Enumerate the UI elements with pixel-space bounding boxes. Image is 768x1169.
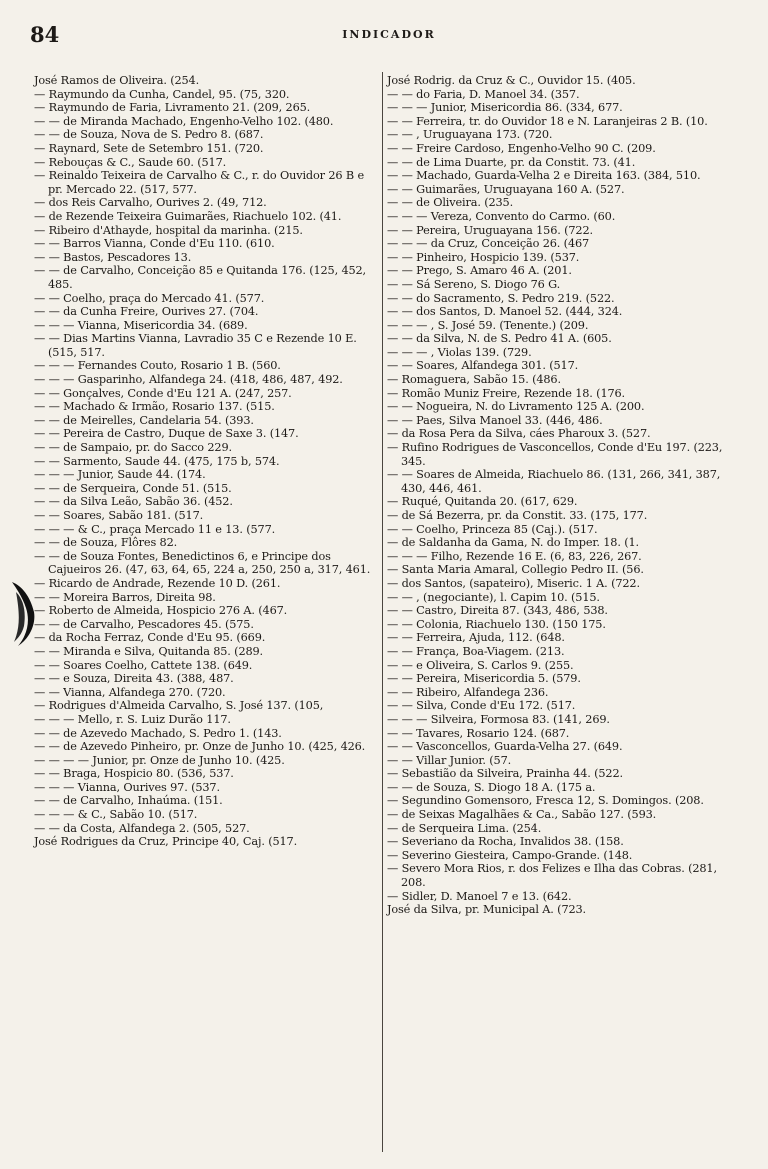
directory-entry: — — Castro, Direita 87. (343, 486, 538. [387, 604, 608, 618]
directory-entry: — Santa Maria Amaral, Collegio Pedro II. (56. [387, 563, 644, 577]
directory-entry: — — Ferreira, tr. do Ouvidor 18 e N. Laranjeiras 2 B. (10. [387, 114, 708, 128]
directory-entry: — Severiano da Rocha, Invalidos 38. (158. [387, 835, 624, 849]
directory-entry: — — — — Junior, pr. Onze de Junho 10. (425. [34, 753, 285, 767]
directory-entry: — — Pereira, Uruguayana 156. (722. [387, 223, 593, 237]
directory-entry: — — da Silva, N. de S. Pedro 41 A. (605. [387, 332, 612, 346]
directory-entry: — — de Carvalho, Conceição 85 e Quitanda 176. (125, 452, 485. [34, 264, 367, 291]
directory-entry: — — — Vianna, Ourives 97. (537. [34, 780, 220, 794]
directory-entry: — — Villar Junior. (57. [387, 753, 512, 767]
directory-entry: — — — & C., Sabão 10. (517. [34, 808, 198, 822]
directory-entry: — — do Faria, D. Manoel 34. (357. [387, 87, 580, 101]
directory-entry: — — — , Violas 139. (729. [387, 345, 532, 359]
directory-entry: — — — da Cruz, Conceição 26. (467 [387, 237, 590, 251]
directory-entry: — Ricardo de Andrade, Rezende 10 D. (261. [34, 576, 281, 590]
directory-entry: — — — & C., praça Mercado 11 e 13. (577. [34, 522, 276, 536]
directory-entry: — Severo Mora Rios, r. dos Felizes e Ilha das Cobras. (281, 208. [387, 862, 717, 890]
directory-entry: — Raymundo da Cunha, Candel, 95. (75, 320. [34, 87, 290, 101]
directory-entry: — — Paes, Silva Manoel 33. (446, 486. [387, 413, 603, 427]
directory-entry: — — — Vianna, Misericordia 34. (689. [34, 318, 248, 332]
directory-entry: — — — Vereza, Convento do Carmo. (60. [387, 209, 616, 223]
directory-entry: — Rufino Rodrigues de Vasconcellos, Conde d'Eu 197. (223, 345. [387, 441, 723, 468]
directory-entry: José Rodrigues da Cruz, Principe 40, Caj. (517. [34, 835, 298, 849]
directory-entry: — — — Mello, r. S. Luiz Durão 117. [34, 712, 231, 726]
directory-entry: — — Miranda e Silva, Quitanda 85. (289. [34, 644, 263, 658]
directory-entry: — — de Carvalho, Inhaúma. (151. [34, 794, 223, 808]
directory-entry: — — Coelho, Princeza 85 (Caj.). (517. [387, 522, 598, 536]
directory-entry: — — Sarmento, Saude 44. (475, 175 b, 574. [34, 454, 280, 468]
directory-entry: — Sebastião da Silveira, Prainha 44. (522. [387, 767, 623, 781]
directory-entry: — — Soares, Sabão 181. (517. [34, 509, 204, 522]
directory-entry: — — da Cunha Freire, Ourives 27. (704. [34, 305, 259, 319]
directory-entry: — — Vianna, Alfandega 270. (720. [34, 685, 226, 699]
left-column [34, 74, 378, 849]
directory-entry: — — Colonia, Riachuelo 130. (150 175. [387, 617, 606, 631]
directory-entry: — — de Azevedo Machado, S. Pedro 1. (143. [34, 726, 282, 740]
directory-entry: — — Sá Sereno, S. Diogo 76 G. [387, 277, 561, 291]
directory-entry: — — da Silva Leão, Sabão 36. (452. [34, 495, 233, 509]
directory-entry: — — Ferreira, Ajuda, 112. (648. [387, 631, 565, 645]
ink-smudge-mark [8, 576, 46, 650]
directory-entry: — Roberto de Almeida, Hospicio 276 A. (467. [34, 604, 288, 618]
directory-entry: — — de Azevedo Pinheiro, pr. Onze de Junho 10. (425, 426. [34, 740, 366, 754]
directory-entry: — — de Serqueira, Conde 51. (515. [34, 481, 232, 495]
directory-entry: — Raymundo de Faria, Livramento 21. (209, 265. [34, 101, 311, 115]
directory-entry: — — — , S. José 59. (Tenente.) (209. [387, 318, 589, 332]
directory-entry: — — Vasconcellos, Guarda-Velha 27. (649. [387, 740, 623, 754]
directory-entry: — — Nogueira, N. do Livramento 125 A. (200. [387, 400, 645, 414]
directory-entry: — — de Souza, Flôres 82. [34, 536, 178, 550]
directory-entry: — — Moreira Barros, Direita 98. [34, 590, 216, 604]
directory-entry: — — — Filho, Rezende 16 E. (6, 83, 226, 267. [387, 549, 642, 563]
page-title: INDICADOR [342, 28, 436, 41]
directory-entry: — — Coelho, praça do Mercado 41. (577. [34, 291, 265, 305]
directory-entry: — — Pereira de Castro, Duque de Saxe 3. (147. [34, 427, 299, 441]
directory-entry: — — de Souza, S. Diogo 18 A. (175 a. [387, 780, 596, 794]
directory-entry: — Ruqué, Quitanda 20. (617, 629. [387, 495, 578, 509]
directory-entry: José da Silva, pr. Municipal A. (723. [387, 903, 586, 917]
directory-entry: — Raynard, Sete de Setembro 151. (720. [34, 141, 264, 155]
directory-entry: — — de Souza Fontes, Benedictinos 6, e Principe dos Cajueiros 26. (47, 63, 64, 65, 224 a, 250, 250 a, 317, 461. [34, 549, 371, 577]
directory-entry: — — — Fernandes Couto, Rosario 1 B. (560. [34, 359, 281, 373]
directory-entry: — — Braga, Hospicio 80. (536, 537. [34, 767, 234, 781]
directory-entry: — — Freire Cardoso, Engenho-Velho 90 C. (209. [387, 141, 656, 155]
directory-entry: — — de Oliveira. (235. [387, 196, 514, 210]
directory-entry: — — Barros Vianna, Conde d'Eu 110. (610. [34, 237, 275, 251]
directory-entry: — — dos Santos, D. Manoel 52. (444, 324. [387, 305, 623, 319]
directory-entry: — Segundino Gomensoro, Fresca 12, S. Domingos. (208. [387, 794, 704, 808]
page-number: 84 [30, 22, 60, 47]
directory-entry: — — de Souza, Nova de S. Pedro 8. (687. [34, 128, 264, 142]
directory-entry: — — — Junior, Misericordia 86. (334, 677. [387, 101, 623, 115]
directory-entry: — — , (negociante), l. Capim 10. (515. [387, 590, 600, 604]
directory-entry: — — Dias Martins Vianna, Lavradio 35 C e Rezende 10 E. (515, 517. [34, 332, 357, 359]
directory-entry: — — Prego, S. Amaro 46 A. (201. [387, 264, 572, 278]
directory-entry: — Romaguera, Sabão 15. (486. [387, 373, 561, 387]
directory-entry: — — Ribeiro, Alfandega 236. [387, 685, 549, 699]
directory-entry: — Rodrigues d'Almeida Carvalho, S. José 137. (105, [34, 699, 324, 713]
directory-entry: — de Seixas Magalhães & Ca., Sabão 127. (593. [387, 808, 657, 822]
directory-entry: — — de Lima Duarte, pr. da Constit. 73. (41. [387, 155, 636, 169]
directory-entry: — — Pinheiro, Hospicio 139. (537. [387, 250, 580, 264]
directory-entry: — Reinaldo Teixeira de Carvalho & C., r. do Ouvidor 26 B e pr. Mercado 22. (517, 577. [34, 169, 365, 196]
directory-entry: — — Machado, Guarda-Velha 2 e Direita 163. (384, 510. [387, 169, 701, 183]
directory-entry: — de Serqueira Lima. (254. [387, 821, 542, 835]
directory-entry: — — Guimarães, Uruguayana 160 A. (527. [387, 182, 625, 196]
directory-entry: — de Rezende Teixeira Guimarães, Riachuelo 102. (41. [34, 209, 342, 223]
directory-entry: — — — Gasparinho, Alfandega 24. (418, 486, 487, 492. [34, 373, 343, 387]
page-header [30, 22, 748, 52]
directory-entry: — Romão Muniz Freire, Rezende 18. (176. [387, 386, 625, 400]
directory-entry: — — de Sampaio, pr. do Sacco 229. [34, 441, 232, 455]
directory-entry: — — de Miranda Machado, Engenho-Velho 102. (480. [34, 114, 334, 128]
directory-entry: — — Soares, Alfandega 301. (517. [387, 359, 579, 373]
directory-entry: — — de Carvalho, Pescadores 45. (575. [34, 617, 254, 631]
directory-entry: — — do Sacramento, S. Pedro 219. (522. [387, 291, 615, 305]
directory-entry: — Severino Giesteira, Campo-Grande. (148. [387, 848, 633, 862]
directory-entry: — — Pereira, Misericordia 5. (579. [387, 672, 581, 686]
directory-entry: — da Rosa Pera da Silva, cáes Pharoux 3. (527. [387, 427, 651, 441]
directory-entry: — — França, Boa-Viagem. (213. [387, 644, 565, 658]
directory-entry: José Rodrig. da Cruz & C., Ouvidor 15. (405. [387, 74, 636, 87]
directory-entry: — da Rocha Ferraz, Conde d'Eu 95. (669. [34, 631, 266, 645]
directory-entry: — dos Santos, (sapateiro), Miseric. 1 A. (722. [387, 576, 640, 590]
directory-entry: José Ramos de Oliveira. (254. [34, 74, 200, 87]
right-column [387, 74, 737, 917]
column-divider [382, 72, 383, 1152]
directory-entry: — — da Costa, Alfandega 2. (505, 527. [34, 821, 250, 835]
directory-entry: — Ribeiro d'Athayde, hospital da marinha. (215. [34, 223, 303, 237]
directory-entry: — dos Reis Carvalho, Ourives 2. (49, 712. [34, 196, 267, 210]
directory-entry: — — e Oliveira, S. Carlos 9. (255. [387, 658, 574, 672]
directory-entry: — — Gonçalves, Conde d'Eu 121 A. (247, 257. [34, 386, 292, 400]
directory-entry: — Rebouças & C., Saude 60. (517. [34, 155, 227, 169]
directory-entry: — — — Silveira, Formosa 83. (141, 269. [387, 712, 610, 726]
directory-entry: — — Tavares, Rosario 124. (687. [387, 726, 570, 740]
directory-entry: — de Sá Bezerra, pr. da Constit. 33. (175, 177. [387, 509, 648, 522]
directory-entry: — — e Souza, Direita 43. (388, 487. [34, 672, 234, 686]
directory-entry: — — Soares de Almeida, Riachuelo 86. (131, 266, 341, 387, 430, 446, 461. [387, 468, 721, 495]
directory-entry: — — Soares Coelho, Cattete 138. (649. [34, 658, 253, 672]
directory-entry: — Sidler, D. Manoel 7 e 13. (642. [387, 889, 572, 903]
directory-entry: — — de Meirelles, Candelaria 54. (393. [34, 413, 254, 427]
directory-entry: — — Silva, Conde d'Eu 172. (517. [387, 699, 576, 713]
directory-entry: — — Machado & Irmão, Rosario 137. (515. [34, 400, 275, 414]
directory-entry: — de Saldanha da Gama, N. do Imper. 18. (1. [387, 536, 639, 550]
directory-entry: — — , Uruguayana 173. (720. [387, 128, 553, 142]
directory-entry: — — — Junior, Saude 44. (174. [34, 468, 206, 482]
directory-entry: — — Bastos, Pescadores 13. [34, 250, 192, 264]
